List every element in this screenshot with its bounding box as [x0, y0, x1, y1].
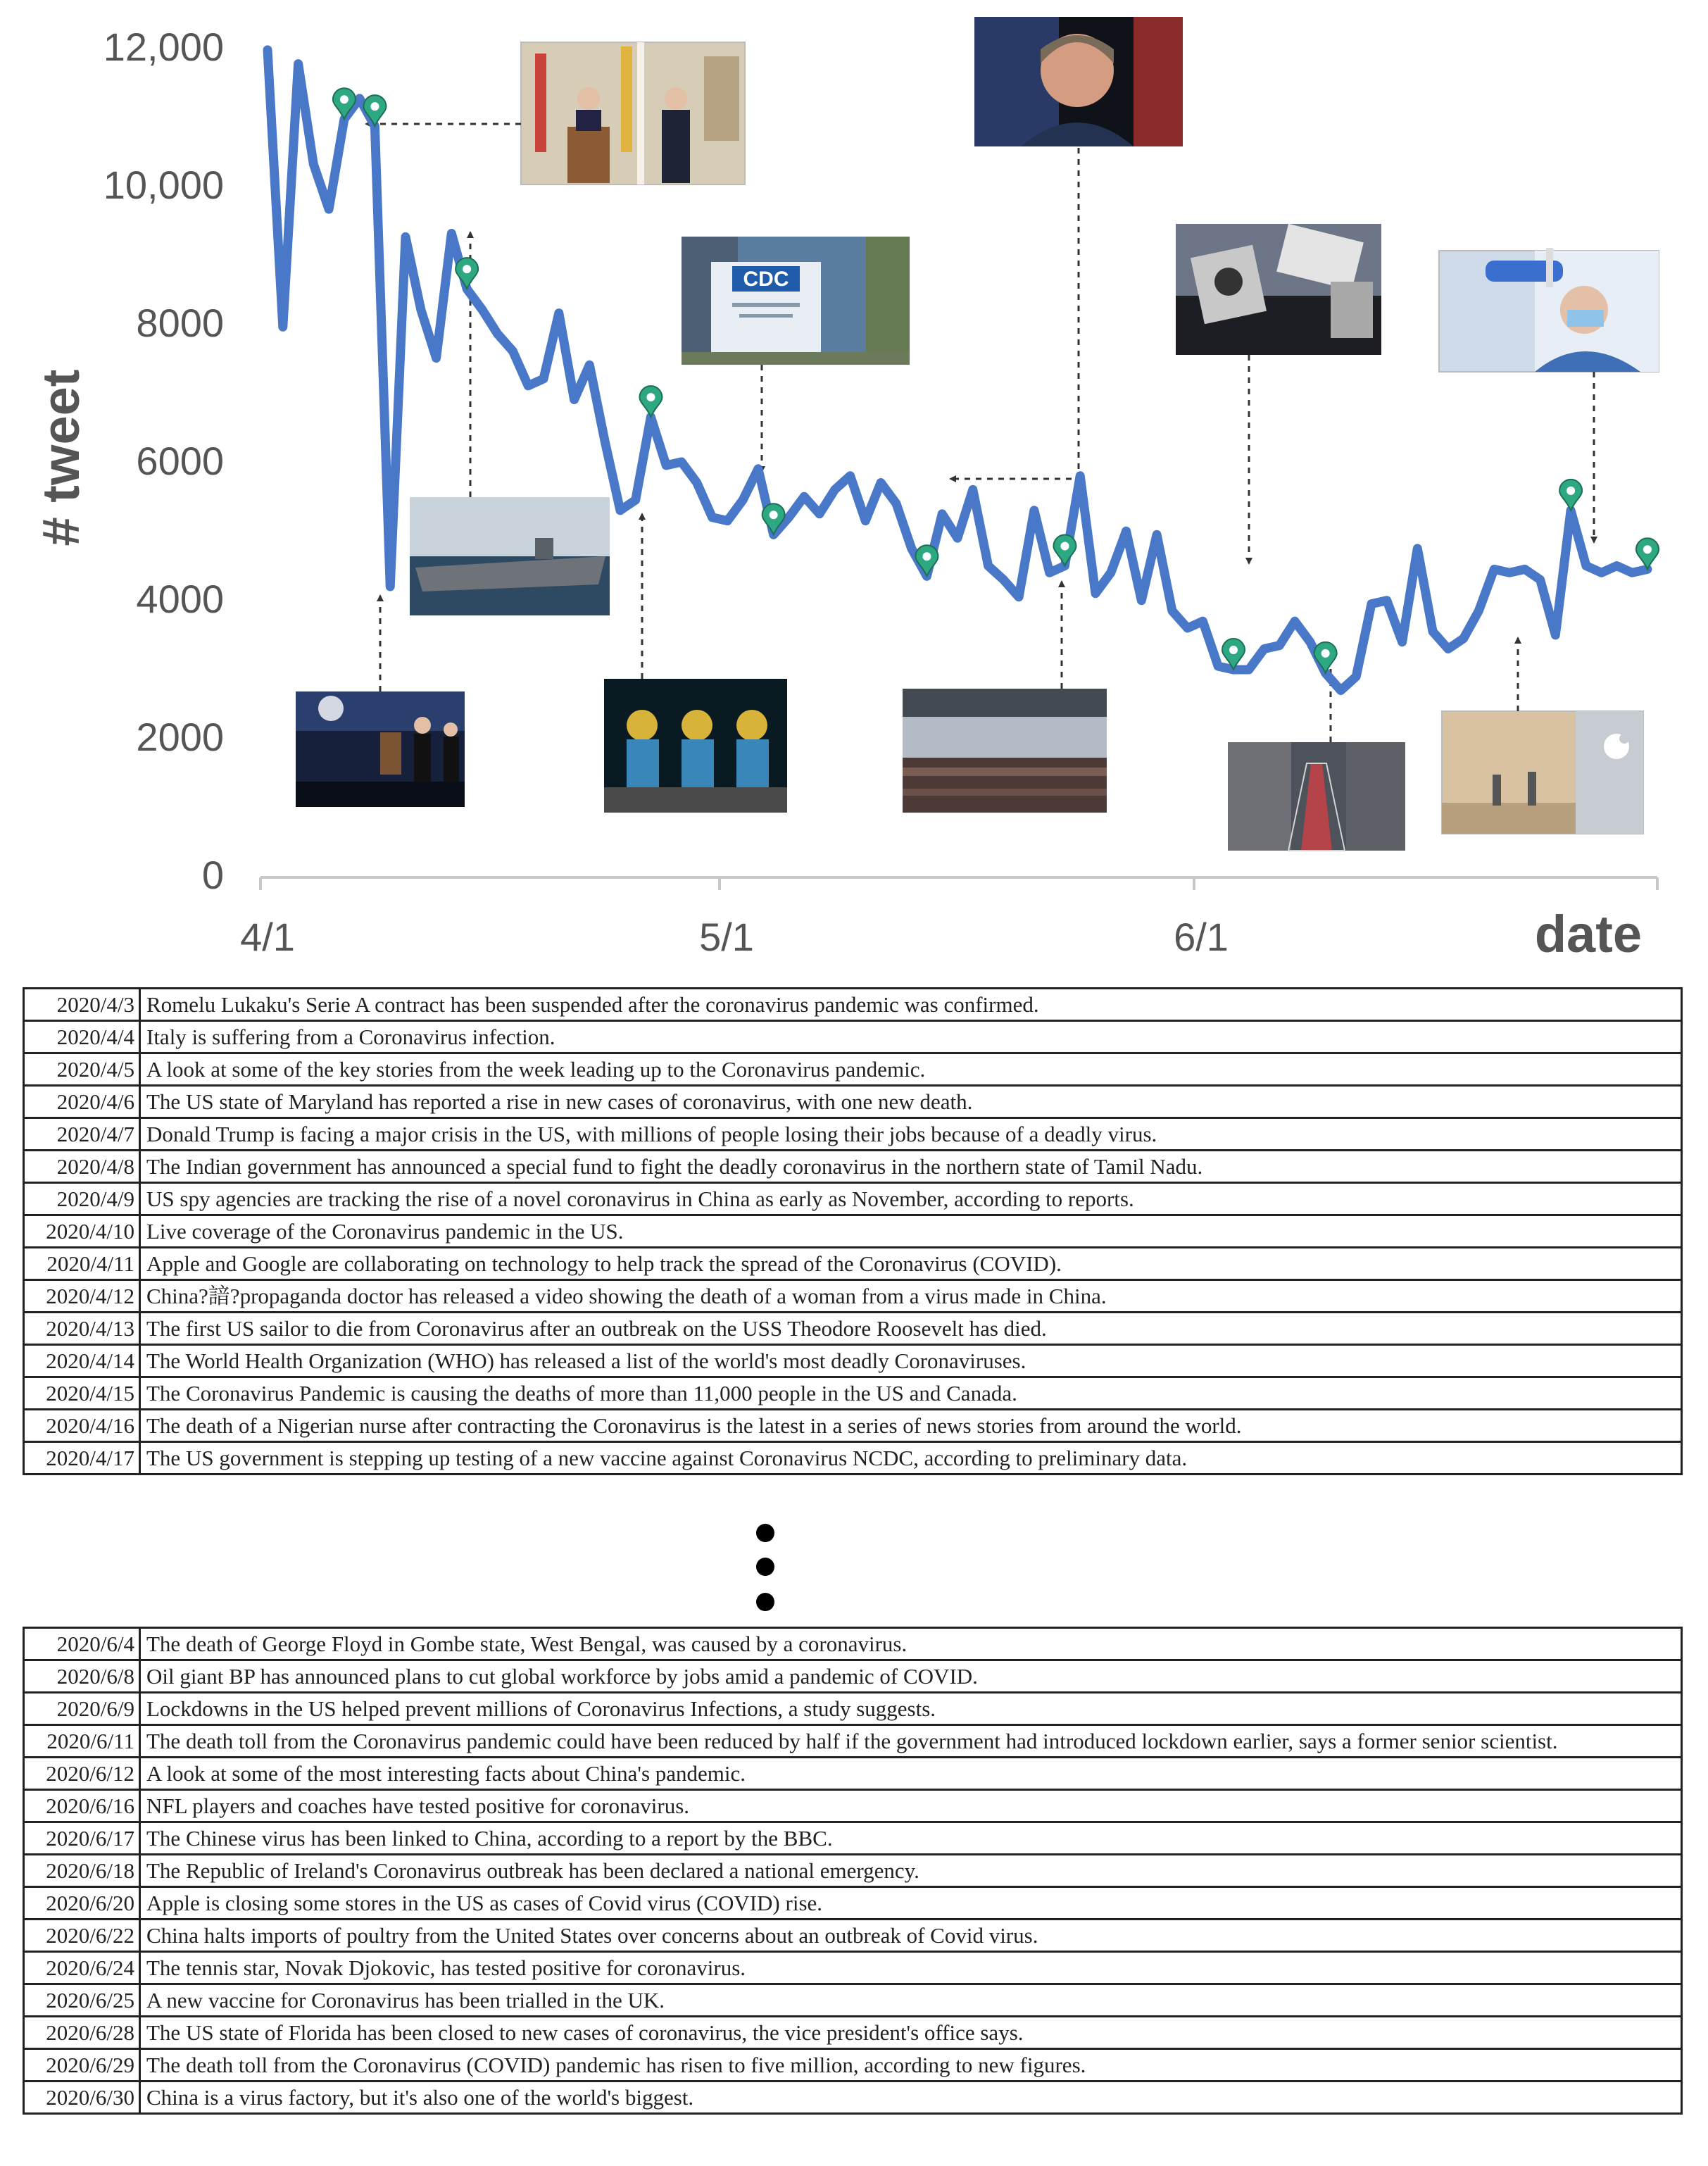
- data-point: [404, 235, 407, 238]
- data-point: [1615, 565, 1618, 568]
- data-point: [803, 495, 805, 498]
- headline-cell: Live coverage of the Coronavirus pandemic in the US.: [140, 1215, 1682, 1248]
- data-point: [634, 499, 637, 501]
- data-point: [297, 63, 300, 65]
- date-cell: 2020/6/17: [24, 1822, 140, 1855]
- y-tick-label: 8000: [136, 301, 224, 345]
- table-row: [24, 1442, 1682, 1475]
- date-cell: 2020/4/7: [24, 1118, 140, 1151]
- date-cell: 2020/4/15: [24, 1377, 140, 1410]
- data-point: [573, 399, 576, 401]
- y-tick-labels: [103, 25, 224, 897]
- data-point: [987, 565, 990, 568]
- date-cell: 2020/4/12: [24, 1280, 140, 1313]
- data-point: [358, 97, 361, 100]
- data-point: [1309, 641, 1312, 644]
- table-row: [24, 2082, 1682, 2114]
- headline-cell: The Coronavirus Pandemic is causing the deaths of more than 11,000 people in the US and Canada.: [140, 1377, 1682, 1410]
- date-cell: 2020/4/10: [24, 1215, 140, 1248]
- data-point: [956, 537, 959, 539]
- table-row: [24, 1660, 1682, 1693]
- news-table-june: [23, 1627, 1683, 2115]
- data-point: [542, 377, 545, 380]
- event-marker-pin: [1053, 535, 1076, 566]
- table-row: [24, 1053, 1682, 1086]
- event-marker-pin: [1636, 538, 1659, 569]
- data-point: [603, 440, 606, 443]
- data-point: [1140, 599, 1143, 602]
- data-point: [1462, 637, 1465, 640]
- data-point: [312, 163, 315, 165]
- headline-cell: The tennis star, Novak Djokovic, has tested positive for coronavirus.: [140, 1952, 1682, 1984]
- headline-cell: Apple is closing some stores in the US as cases of Covid virus (COVID) rise.: [140, 1887, 1682, 1920]
- data-point: [787, 516, 790, 519]
- photo-man-portrait: [974, 17, 1183, 146]
- headline-cell: The death toll from the Coronavirus (COVID) pandemic has risen to five million, according to new figures.: [140, 2049, 1682, 2082]
- date-cell: 2020/6/9: [24, 1693, 140, 1725]
- headline-cell: The World Health Organization (WHO) has released a list of the world's most deadly Coronaviruses.: [140, 1345, 1682, 1377]
- table-row: [24, 1887, 1682, 1920]
- data-point: [711, 516, 714, 519]
- headline-cell: Italy is suffering from a Coronavirus infection.: [140, 1021, 1682, 1053]
- data-point: [1125, 530, 1128, 532]
- data-point: [327, 208, 330, 211]
- data-point: [1477, 609, 1480, 612]
- data-point: [1248, 668, 1250, 671]
- photo-protest: [1176, 224, 1381, 355]
- headline-cell: A new vaccine for Coronavirus has been trialled in the UK.: [140, 1984, 1682, 2017]
- x-tick-labels: [240, 915, 1229, 959]
- date-cell: 2020/4/17: [24, 1442, 140, 1475]
- table-row: [24, 2017, 1682, 2049]
- data-point: [420, 308, 422, 311]
- date-cell: 2020/6/25: [24, 1984, 140, 2017]
- photo-lab-workers: [604, 679, 787, 813]
- headline-cell: The US government is stepping up testing of a new vaccine against Coronavirus NCDC, according to preliminary data.: [140, 1442, 1682, 1475]
- headline-cell: A look at some of the most interesting facts about China's pandemic.: [140, 1758, 1682, 1790]
- headline-cell: Oil giant BP has announced plans to cut global workforce by jobs amid a pandemic of COVID.: [140, 1660, 1682, 1693]
- data-point: [696, 482, 698, 484]
- photo-cdc-sign: [682, 237, 910, 365]
- date-cell: 2020/4/4: [24, 1021, 140, 1053]
- date-cell: 2020/6/29: [24, 2049, 140, 2082]
- table-row: [24, 1822, 1682, 1855]
- photo-stadium-crowd: [903, 689, 1107, 813]
- data-point: [1539, 578, 1542, 581]
- data-point: [1217, 665, 1219, 668]
- data-point: [389, 585, 391, 588]
- table-row: [24, 1280, 1682, 1313]
- headline-cell: The first US sailor to die from Coronavirus after an outbreak on the USS Theodore Roosevelt has died.: [140, 1313, 1682, 1345]
- date-cell: 2020/4/3: [24, 989, 140, 1021]
- data-point: [1339, 689, 1342, 692]
- table-row: [24, 1920, 1682, 1952]
- data-point: [757, 468, 760, 470]
- table-row: [24, 1313, 1682, 1345]
- event-marker-pin: [363, 95, 386, 126]
- x-tick-label: 5/1: [699, 915, 754, 959]
- photo-apple-store: [1442, 711, 1643, 834]
- table-row: [24, 1377, 1682, 1410]
- date-cell: 2020/6/11: [24, 1725, 140, 1758]
- table-row: [24, 1628, 1682, 1660]
- date-cell: 2020/4/9: [24, 1183, 140, 1215]
- data-point: [1585, 565, 1588, 568]
- headline-cell: Apple and Google are collaborating on technology to help track the spread of the Coronavirus (COVID).: [140, 1248, 1682, 1280]
- table-row: [24, 1725, 1682, 1758]
- date-cell: 2020/6/12: [24, 1758, 140, 1790]
- headline-cell: NFL players and coaches have tested positive for coronavirus.: [140, 1790, 1682, 1822]
- axes: [260, 877, 1657, 890]
- data-point: [558, 312, 560, 315]
- headline-cell: The Chinese virus has been linked to China, according to a report by the BBC.: [140, 1822, 1682, 1855]
- table-row: [24, 1693, 1682, 1725]
- data-point: [588, 363, 591, 366]
- table-row: [24, 1952, 1682, 1984]
- table-row: [24, 1345, 1682, 1377]
- date-cell: 2020/6/24: [24, 1952, 140, 1984]
- photo-press-briefing: [296, 691, 465, 807]
- svg-text:CDC: CDC: [743, 268, 789, 291]
- table-row: [24, 1410, 1682, 1442]
- data-point: [941, 513, 943, 515]
- data-point: [1033, 509, 1036, 512]
- date-cell: 2020/6/20: [24, 1887, 140, 1920]
- data-point: [496, 332, 499, 335]
- event-marker-pin: [639, 386, 662, 417]
- data-point: [511, 350, 514, 353]
- headline-cell: The death of a Nigerian nurse after contracting the Coronavirus is the latest in a series of news stories from around the world.: [140, 1410, 1682, 1442]
- date-cell: 2020/6/30: [24, 2082, 140, 2114]
- headline-cell: China is a virus factory, but it's also one of the world's biggest.: [140, 2082, 1682, 2114]
- y-tick-label: 2000: [136, 715, 224, 759]
- y-tick-label: 0: [201, 853, 224, 897]
- date-cell: 2020/4/11: [24, 1248, 140, 1280]
- date-cell: 2020/4/13: [24, 1313, 140, 1345]
- data-point: [1386, 599, 1388, 602]
- date-cell: 2020/6/22: [24, 1920, 140, 1952]
- table-row: [24, 1151, 1682, 1183]
- photo-aircraft-carrier: [410, 497, 610, 615]
- headline-cell: Donald Trump is facing a major crisis in the US, with millions of people losing their jobs because of a deadly virus.: [140, 1118, 1682, 1151]
- data-point: [1155, 533, 1158, 536]
- data-point: [1355, 675, 1357, 678]
- data-point: [481, 308, 484, 311]
- data-point: [1493, 568, 1495, 570]
- date-cell: 2020/4/8: [24, 1151, 140, 1183]
- event-marker-pin: [456, 258, 478, 289]
- event-marker-pin: [1559, 480, 1582, 511]
- table-row: [24, 1855, 1682, 1887]
- headline-cell: The death toll from the Coronavirus pandemic could have been reduced by half if the government had introduced lockdown earlier, says a former senior scientist.: [140, 1725, 1682, 1758]
- data-point: [1416, 547, 1419, 550]
- data-point: [741, 499, 744, 501]
- date-cell: 2020/6/8: [24, 1660, 140, 1693]
- data-point: [619, 509, 622, 512]
- table-row: [24, 1086, 1682, 1118]
- table-row: [24, 1021, 1682, 1053]
- y-tick-label: 10,000: [103, 163, 224, 207]
- data-point: [1094, 592, 1097, 595]
- data-point: [879, 482, 882, 484]
- data-point: [527, 384, 529, 387]
- data-point: [282, 325, 284, 328]
- x-tick-label: 4/1: [240, 915, 295, 959]
- table-row: [24, 1118, 1682, 1151]
- data-point: [450, 232, 453, 235]
- data-point: [972, 488, 974, 491]
- table-row: [24, 1215, 1682, 1248]
- headline-cell: The Republic of Ireland's Coronavirus outbreak has been declared a national emergency.: [140, 1855, 1682, 1887]
- data-point: [864, 520, 867, 522]
- data-point: [1600, 571, 1603, 574]
- tweet-volume-chart: [0, 0, 1708, 972]
- event-marker-pin: [1314, 642, 1337, 673]
- data-point: [266, 49, 269, 51]
- date-cell: 2020/4/14: [24, 1345, 140, 1377]
- headline-cell: The US state of Florida has been closed to new cases of coronavirus, the vice president's office says.: [140, 2017, 1682, 2049]
- y-tick-label: 6000: [136, 439, 224, 483]
- y-tick-label: 12,000: [103, 25, 224, 69]
- headline-cell: A look at some of the key stories from the week leading up to the Coronavirus pandemic.: [140, 1053, 1682, 1086]
- data-point: [1048, 571, 1051, 574]
- date-cell: 2020/6/4: [24, 1628, 140, 1660]
- data-point: [1554, 634, 1557, 637]
- annotation-arrows: [366, 124, 1594, 742]
- headline-cell: US spy agencies are tracking the rise of a novel coronavirus in China as early as November, according to reports.: [140, 1183, 1682, 1215]
- headline-cell: China?諳?propaganda doctor has released a video showing the death of a woman from a virus made in China.: [140, 1280, 1682, 1313]
- data-point: [1447, 648, 1450, 651]
- data-point: [726, 520, 729, 522]
- date-cell: 2020/4/6: [24, 1086, 140, 1118]
- data-point: [834, 488, 836, 491]
- table-row: [24, 1183, 1682, 1215]
- headline-cell: The US state of Maryland has reported a rise in new cases of coronavirus, with one new death.: [140, 1086, 1682, 1118]
- headline-cell: The Indian government has announced a special fund to fight the deadly coronavirus in the northern state of Tamil Nadu.: [140, 1151, 1682, 1183]
- data-point: [1110, 571, 1112, 574]
- photo-governor-podium: [521, 42, 745, 184]
- data-point: [1508, 571, 1511, 574]
- x-axis-label: date: [1534, 905, 1642, 963]
- data-point: [1263, 648, 1266, 651]
- data-point: [1079, 475, 1081, 477]
- date-cell: 2020/6/16: [24, 1790, 140, 1822]
- data-point: [849, 475, 852, 477]
- annotation-photos: [296, 17, 1659, 851]
- photo-empty-street: [1228, 742, 1405, 851]
- table-row: [24, 1248, 1682, 1280]
- date-cell: 2020/6/28: [24, 2017, 140, 2049]
- y-axis-label: # tweet: [32, 369, 90, 546]
- data-point: [1293, 620, 1296, 622]
- headline-cell: The death of George Floyd in Gombe state, West Bengal, was caused by a coronavirus.: [140, 1628, 1682, 1660]
- ellipsis-dot: [756, 1524, 774, 1542]
- news-table-april: [23, 987, 1683, 1475]
- date-cell: 2020/4/16: [24, 1410, 140, 1442]
- date-cell: 2020/4/5: [24, 1053, 140, 1086]
- data-point: [435, 357, 438, 360]
- event-marker-pin: [915, 545, 938, 576]
- headline-cell: China halts imports of poultry from the United States over concerns about an outbreak of Covid virus.: [140, 1920, 1682, 1952]
- table-row: [24, 2049, 1682, 2082]
- data-point: [1017, 596, 1020, 599]
- data-point: [1524, 568, 1526, 570]
- data-point: [680, 461, 683, 463]
- table-row: [24, 1984, 1682, 2017]
- data-point: [1186, 627, 1189, 630]
- data-point: [665, 464, 667, 467]
- data-point: [1278, 644, 1281, 647]
- data-point: [1201, 620, 1204, 622]
- table-row: [24, 1758, 1682, 1790]
- data-point: [1171, 609, 1174, 612]
- data-point: [1431, 630, 1434, 633]
- data-point: [1631, 571, 1633, 574]
- table-row: [24, 989, 1682, 1021]
- data-point: [1370, 603, 1373, 606]
- ellipsis-dot: [756, 1593, 774, 1611]
- table-row: [24, 1790, 1682, 1822]
- headline-cell: Romelu Lukaku's Serie A contract has been suspended after the coronavirus pandemic was confirmed.: [140, 989, 1682, 1021]
- ellipsis-dot: [756, 1558, 774, 1576]
- date-cell: 2020/6/18: [24, 1855, 140, 1887]
- photo-vaccine-nurse: [1439, 248, 1659, 372]
- data-point: [1401, 641, 1404, 644]
- data-point: [895, 502, 898, 505]
- data-point: [910, 547, 913, 550]
- headline-cell: Lockdowns in the US helped prevent millions of Coronavirus Infections, a study suggests.: [140, 1693, 1682, 1725]
- data-point: [818, 513, 821, 515]
- data-point: [1002, 578, 1005, 581]
- x-tick-label: 6/1: [1174, 915, 1229, 959]
- y-tick-label: 4000: [136, 577, 224, 621]
